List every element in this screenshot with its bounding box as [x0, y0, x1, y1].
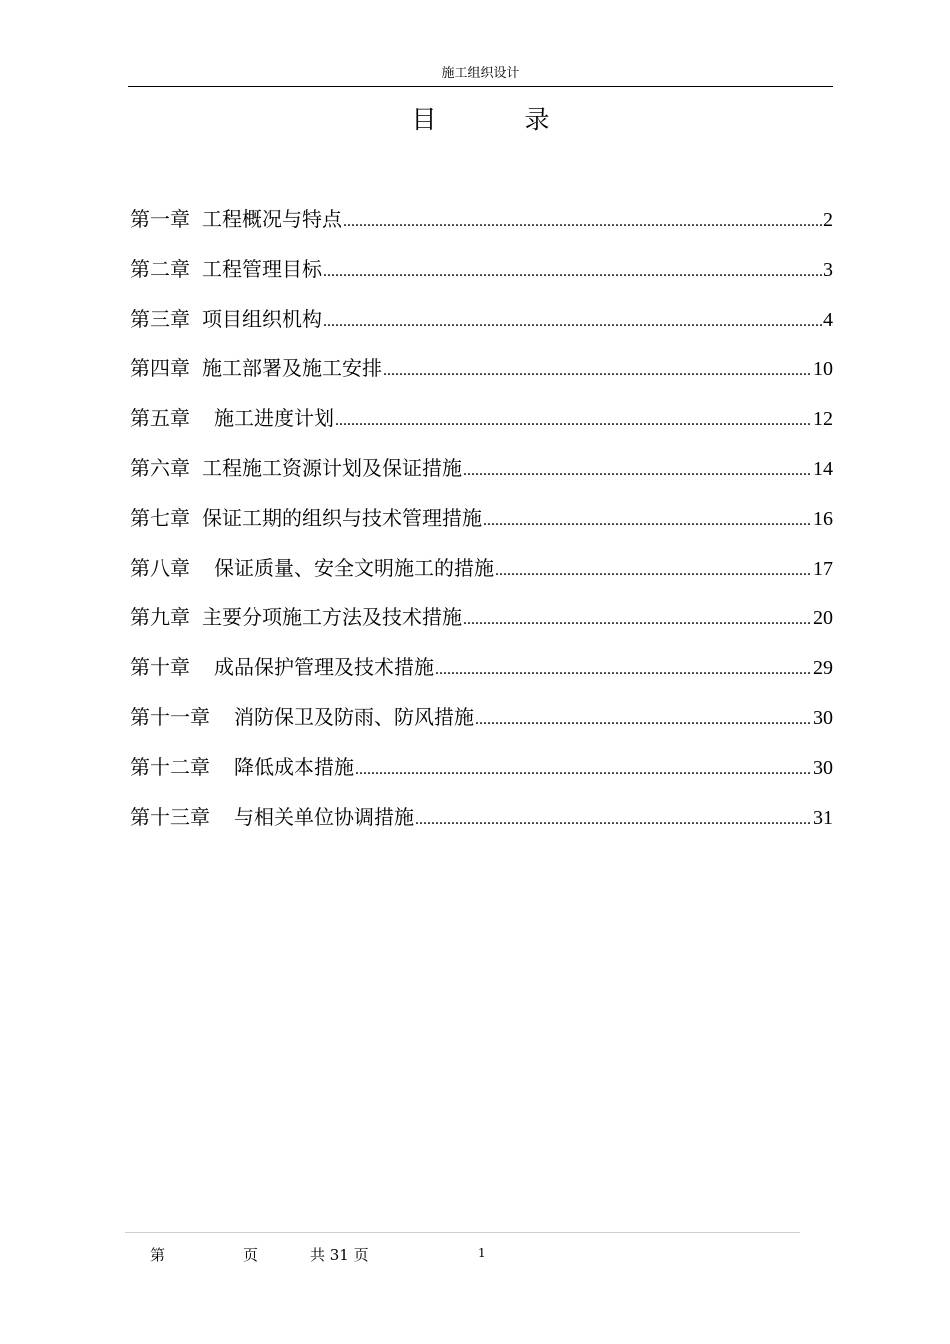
toc-title-char-1: 目	[411, 105, 437, 134]
toc-chapter: 第十三章	[130, 804, 210, 829]
toc-page-number: 20	[813, 607, 833, 630]
toc-chapter: 第五章	[130, 406, 190, 431]
toc-entry-title: 与相关单位协调措施	[234, 804, 414, 829]
toc-entry[interactable]	[130, 352, 833, 402]
running-header: 施工组织设计	[441, 66, 520, 81]
toc-leader	[355, 754, 812, 786]
toc-entry-title: 工程施工资源计划及保证措施	[202, 455, 462, 480]
toc-entry-title: 成品保护管理及技术措施	[214, 655, 434, 680]
toc-entry-title: 工程管理目标	[202, 256, 322, 281]
toc-leader	[415, 804, 812, 836]
toc-leader	[463, 604, 812, 636]
toc-chapter: 第六章	[130, 455, 190, 480]
toc-chapter: 第九章	[130, 605, 190, 630]
toc-leader	[383, 355, 812, 387]
toc-chapter: 第二章	[130, 256, 190, 281]
toc-leader	[483, 505, 812, 537]
toc-title-char-2: 录	[524, 105, 550, 134]
toc-chapter: 第三章	[130, 306, 190, 331]
toc-leader	[435, 654, 812, 686]
header-rule	[128, 86, 833, 87]
toc-leader	[475, 704, 812, 736]
toc-leader	[323, 256, 822, 288]
toc-page-number: 29	[813, 657, 833, 680]
toc-page-number: 4	[823, 308, 833, 331]
toc-page-number: 30	[813, 756, 833, 779]
toc-chapter: 第四章	[130, 356, 190, 381]
toc-entry[interactable]	[130, 801, 833, 851]
toc-page-number: 16	[813, 507, 833, 530]
toc-chapter: 第八章	[130, 555, 190, 580]
toc-entry[interactable]	[130, 452, 833, 502]
toc-leader	[343, 206, 822, 238]
toc-entry[interactable]	[130, 751, 833, 801]
toc-leader	[495, 555, 812, 587]
toc-page-number: 10	[813, 358, 833, 381]
toc-leader	[323, 306, 822, 338]
toc-chapter: 第十一章	[130, 704, 210, 729]
footer-page-prefix: 第	[150, 1246, 166, 1264]
toc-entry-title: 保证质量、安全文明施工的措施	[214, 555, 494, 580]
toc-page-number: 31	[813, 806, 833, 829]
toc-entry[interactable]	[130, 651, 833, 701]
toc-page-number: 17	[813, 557, 833, 580]
toc-title	[128, 103, 833, 137]
toc-chapter: 第十二章	[130, 754, 210, 779]
toc-entry[interactable]	[130, 303, 833, 353]
toc-page-number: 30	[813, 706, 833, 729]
toc-entry-title: 项目组织机构	[202, 306, 322, 331]
toc-entry[interactable]	[130, 203, 833, 253]
footer-rule	[125, 1232, 800, 1233]
toc-entry[interactable]	[130, 601, 833, 651]
toc-entry-title: 消防保卫及防雨、防风措施	[234, 704, 474, 729]
toc-entry[interactable]	[130, 253, 833, 303]
toc-entry-title: 保证工期的组织与技术管理措施	[202, 505, 482, 530]
toc-leader	[335, 405, 812, 437]
toc-page-number: 12	[813, 408, 833, 431]
toc-entry-title: 施工进度计划	[214, 406, 334, 431]
footer-total-pages: 共 31 页	[310, 1246, 369, 1264]
toc-leader	[463, 455, 812, 487]
toc-entry[interactable]	[130, 701, 833, 751]
toc-entry[interactable]	[130, 502, 833, 552]
footer-page-suffix: 页	[243, 1246, 259, 1264]
toc-chapter: 第一章	[130, 207, 190, 231]
toc-entry[interactable]	[130, 552, 833, 602]
toc-entry-title: 工程概况与特点	[202, 207, 342, 231]
toc-chapter: 第十章	[130, 655, 190, 680]
toc-entry-title: 施工部署及施工安排	[202, 356, 382, 381]
toc-page-number: 3	[823, 258, 833, 281]
toc-entry-title: 降低成本措施	[234, 754, 354, 779]
table-of-contents	[130, 203, 833, 850]
toc-page-number: 14	[813, 457, 833, 480]
toc-entry-title: 主要分项施工方法及技术措施	[202, 605, 462, 630]
footer-page-number: 1	[478, 1246, 486, 1260]
toc-entry[interactable]	[130, 402, 833, 452]
toc-chapter: 第七章	[130, 505, 190, 530]
toc-page-number: 2	[823, 209, 833, 231]
